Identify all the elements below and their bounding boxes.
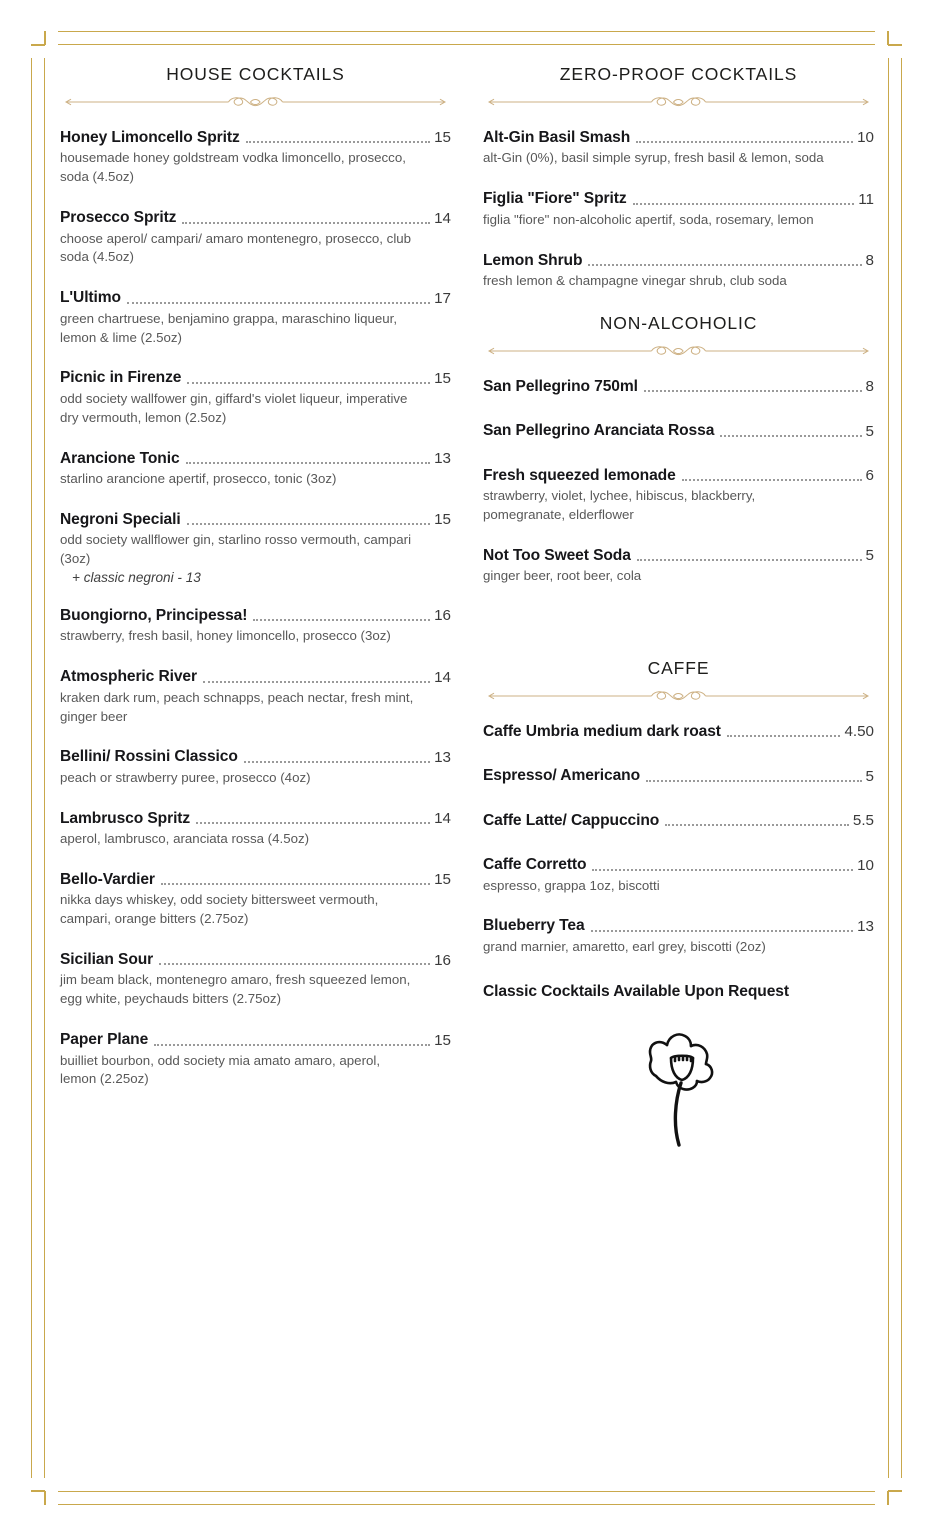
menu-item-description: alt-Gin (0%), basil simple syrup, fresh basil & lemon, soda <box>483 150 824 166</box>
section-title: CAFFE <box>647 657 710 678</box>
menu-column-left <box>60 64 451 1472</box>
menu-item <box>60 810 451 849</box>
menu-item-name: Prosecco Spritz <box>60 209 177 227</box>
menu-item-leader-dots <box>727 734 841 737</box>
menu-item-header <box>483 856 874 874</box>
menu-item-name: Bello-Vardier <box>60 870 155 888</box>
menu-item-name: Sicilian Sour <box>60 951 154 969</box>
menu-item-leader-dots <box>591 929 854 932</box>
menu-item-price: 15 <box>434 1031 451 1049</box>
frame-corner-notch-bottom-left <box>24 1478 58 1512</box>
menu-item-name: Picnic in Firenze <box>60 369 182 387</box>
menu-item-price: 5 <box>865 422 874 440</box>
frame-step-tl-h <box>31 44 45 46</box>
menu-item-price: 13 <box>434 748 451 766</box>
frame-step-bl-h <box>31 1490 45 1492</box>
menu-item-leader-dots <box>665 823 849 826</box>
menu-item-name: San Pellegrino Aranciata Rossa <box>483 422 715 440</box>
menu-item <box>60 607 451 646</box>
menu-item-leader-dots <box>588 263 861 266</box>
menu-page <box>60 64 873 1472</box>
menu-item-header <box>60 289 451 307</box>
menu-item-leader-dots <box>154 1043 430 1046</box>
menu-item-description: odd society wallfower gin, giffard's violet liqueur, imperative dry vermouth, lemon (2.5oz) <box>60 390 408 425</box>
menu-item-price: 15 <box>434 369 451 387</box>
menu-item-price: 13 <box>434 450 451 468</box>
menu-item-leader-dots <box>720 434 861 437</box>
menu-item-price: 6 <box>865 467 874 485</box>
menu-item-price: 4.50 <box>844 723 874 741</box>
menu-item-name: Atmospheric River <box>60 668 197 686</box>
menu-item-leader-dots <box>186 461 431 464</box>
menu-item-description: espresso, grappa 1oz, biscotti <box>483 877 660 893</box>
menu-item-price: 15 <box>434 511 451 529</box>
menu-item-description: green chartruese, benjamino grappa, maraschino liqueur, lemon & lime (2.5oz) <box>60 310 398 345</box>
menu-item-header <box>483 917 874 935</box>
menu-item-leader-dots <box>253 618 430 621</box>
menu-item-description: strawberry, violet, lychee, hibiscus, blackberry, pomegranate, elderflower <box>483 487 756 522</box>
menu-item-leader-dots <box>246 140 430 143</box>
menu-item-header <box>483 767 874 785</box>
menu-item <box>483 467 874 525</box>
menu-item-header <box>60 810 451 828</box>
menu-section <box>60 64 451 1089</box>
menu-item-leader-dots <box>646 779 862 782</box>
menu-item-name: Negroni Speciali <box>60 510 181 528</box>
menu-item-description: builliet bourbon, odd society mia amato amaro, aperol, lemon (2.25oz) <box>60 1052 381 1087</box>
menu-item-header <box>483 252 874 270</box>
menu-item-name: Bellini/ Rossini Classico <box>60 748 238 766</box>
menu-item <box>483 812 874 830</box>
menu-item <box>60 871 451 929</box>
menu-item <box>483 723 874 741</box>
menu-item-leader-dots <box>187 522 431 525</box>
menu-item-name: Figlia "Fiore" Spritz <box>483 190 627 208</box>
section-divider-ornament <box>483 94 874 110</box>
menu-item-header <box>483 723 874 741</box>
menu-item-name: Honey Limoncello Spritz <box>60 129 240 146</box>
menu-item-header <box>60 129 451 147</box>
menu-item-price: 17 <box>434 289 451 307</box>
menu-item-price: 10 <box>857 856 874 874</box>
menu-item-description: strawberry, fresh basil, honey limoncello, prosecco (3oz) <box>60 628 391 644</box>
menu-item-price: 5 <box>865 767 874 785</box>
menu-item-name: Caffe Latte/ Cappuccino <box>483 811 660 829</box>
menu-item-name: Lambrusco Spritz <box>60 809 191 827</box>
menu-item-name: San Pellegrino 750ml <box>483 377 638 395</box>
menu-item <box>483 856 874 895</box>
menu-item-price: 11 <box>858 190 874 208</box>
menu-item-leader-dots <box>182 221 430 224</box>
menu-item <box>60 1031 451 1089</box>
menu-item-header <box>60 209 451 227</box>
menu-item <box>483 378 874 396</box>
menu-item-price: 8 <box>865 378 874 396</box>
menu-item-name: L'Ultimo <box>60 289 121 307</box>
menu-item-description: aperol, lambrusco, aranciata rossa (4.5oz) <box>60 831 310 847</box>
menu-item-description: jim beam black, montenegro amaro, fresh squeezed lemon, egg white, peychauds bitters (2.75oz) <box>60 972 411 1007</box>
menu-item <box>60 289 451 347</box>
menu-item-leader-dots <box>633 202 855 205</box>
menu-item <box>60 748 451 787</box>
menu-item-leader-dots <box>127 301 430 304</box>
frame-step-tr-h <box>888 44 902 46</box>
menu-item-price: 5 <box>865 547 874 565</box>
menu-item-leader-dots <box>196 821 430 824</box>
section-title: HOUSE COCKTAILS <box>166 64 345 84</box>
menu-item <box>483 252 874 291</box>
menu-item <box>483 767 874 785</box>
menu-item-leader-dots <box>203 680 430 683</box>
menu-column-right <box>483 64 874 1472</box>
menu-item <box>483 422 874 440</box>
menu-item-name: Alt-Gin Basil Smash <box>483 129 631 146</box>
menu-item-description: housemade honey goldstream vodka limoncello, prosecco, soda (4.5oz) <box>60 150 406 185</box>
menu-item-header <box>483 190 874 208</box>
menu-item <box>60 369 451 427</box>
menu-item-name: Lemon Shrub <box>483 251 583 269</box>
menu-item-header <box>60 450 451 468</box>
menu-item-price: 14 <box>434 668 451 686</box>
menu-item-header <box>483 467 874 485</box>
menu-item-leader-dots <box>161 882 430 885</box>
menu-item-leader-dots <box>244 760 430 763</box>
menu-item-description: starlino arancione apertif, prosecco, tonic (3oz) <box>60 470 337 486</box>
menu-item-price: 16 <box>434 607 451 625</box>
menu-item-header <box>60 1031 451 1049</box>
menu-item-header <box>60 871 451 889</box>
menu-item-price: 14 <box>434 810 451 828</box>
section-divider-ornament <box>60 94 451 110</box>
flower-decoration <box>483 1015 874 1155</box>
menu-item-header <box>60 607 451 625</box>
frame-step-br-v <box>887 1491 889 1505</box>
menu-item <box>483 190 874 229</box>
menu-item-description: figlia "fiore" non-alcoholic apertif, soda, rosemary, lemon <box>483 211 814 227</box>
menu-item <box>483 129 874 168</box>
menu-item-description: choose aperol/ campari/ amaro montenegro, prosecco, club soda (4.5oz) <box>60 230 412 265</box>
menu-item <box>60 450 451 489</box>
menu-item-price: 15 <box>434 129 451 147</box>
section-divider-ornament <box>483 688 874 704</box>
menu-item-price: 13 <box>857 917 874 935</box>
menu-item-leader-dots <box>637 558 862 561</box>
menu-item-leader-dots <box>592 868 853 871</box>
menu-item-price: 10 <box>857 129 874 147</box>
menu-item-description: kraken dark rum, peach schnapps, peach nectar, fresh mint, ginger beer <box>60 689 414 724</box>
menu-section <box>483 64 874 291</box>
menu-item <box>60 209 451 267</box>
menu-item-description: nikka days whiskey, odd society bittersweet vermouth, campari, orange bitters (2.75oz) <box>60 892 379 927</box>
menu-item <box>60 129 451 187</box>
menu-item-name: Buongiorno, Principessa! <box>60 606 248 624</box>
menu-item-price: 5.5 <box>852 812 874 830</box>
menu-item-subnote: + classic negroni - 13 <box>72 569 201 585</box>
menu-item <box>60 668 451 726</box>
menu-item-leader-dots <box>636 140 853 143</box>
frame-corner-notch-top-left <box>24 24 58 58</box>
frame-step-br-h <box>888 1490 902 1492</box>
poppy-flower-illustration <box>631 1015 727 1155</box>
menu-item-description: odd society wallflower gin, starlino rosso vermouth, campari (3oz) <box>60 532 412 567</box>
menu-item-description: fresh lemon & champagne vinegar shrub, club soda <box>483 272 787 288</box>
menu-item-header <box>60 951 451 969</box>
menu-item-header <box>60 748 451 766</box>
menu-item-header <box>60 511 451 529</box>
menu-item-name: Caffe Umbria medium dark roast <box>483 722 721 740</box>
menu-item-price: 8 <box>865 251 874 269</box>
menu-item-header <box>483 378 874 396</box>
menu-item-name: Espresso/ Americano <box>483 767 640 785</box>
menu-item-leader-dots <box>682 478 862 481</box>
menu-item-name: Fresh squeezed lemonade <box>483 466 676 484</box>
frame-corner-notch-top-right <box>875 24 909 58</box>
menu-item <box>60 951 451 1009</box>
menu-item <box>483 917 874 956</box>
menu-section <box>483 658 874 957</box>
menu-item-name: Arancione Tonic <box>60 449 180 467</box>
menu-item-description: ginger beer, root beer, cola <box>483 568 642 584</box>
section-divider-ornament <box>483 343 874 359</box>
menu-item-leader-dots <box>187 381 430 384</box>
menu-item-header <box>483 547 874 565</box>
menu-item-description: peach or strawberry puree, prosecco (4oz) <box>60 769 311 785</box>
menu-item-leader-dots <box>644 389 862 392</box>
menu-item <box>60 511 451 585</box>
frame-step-bl-v <box>44 1491 46 1505</box>
menu-item-price: 14 <box>434 209 451 227</box>
menu-item-price: 16 <box>434 951 451 969</box>
menu-item-header <box>60 668 451 686</box>
menu-item-header <box>483 422 874 440</box>
menu-item-price: 15 <box>434 871 451 889</box>
classic-cocktails-note: Classic Cocktails Available Upon Request <box>483 982 789 1000</box>
frame-step-tl-v <box>44 31 46 45</box>
menu-item-name: Blueberry Tea <box>483 917 585 935</box>
menu-item-name: Not Too Sweet Soda <box>483 546 631 564</box>
menu-item-header <box>60 369 451 387</box>
menu-item-description: grand marnier, amaretto, earl grey, biscotti (2oz) <box>483 938 766 954</box>
menu-item-header <box>483 129 874 147</box>
menu-item-name: Caffe Corretto <box>483 856 587 874</box>
section-title: NON-ALCOHOLIC <box>599 312 758 333</box>
menu-item <box>483 547 874 586</box>
frame-step-tr-v <box>887 31 889 45</box>
menu-section <box>483 313 874 586</box>
menu-item-leader-dots <box>159 962 430 965</box>
section-title: ZERO-PROOF COCKTAILS <box>559 64 798 84</box>
menu-item-name: Paper Plane <box>60 1031 149 1049</box>
menu-item-header <box>483 812 874 830</box>
frame-corner-notch-bottom-right <box>875 1478 909 1512</box>
